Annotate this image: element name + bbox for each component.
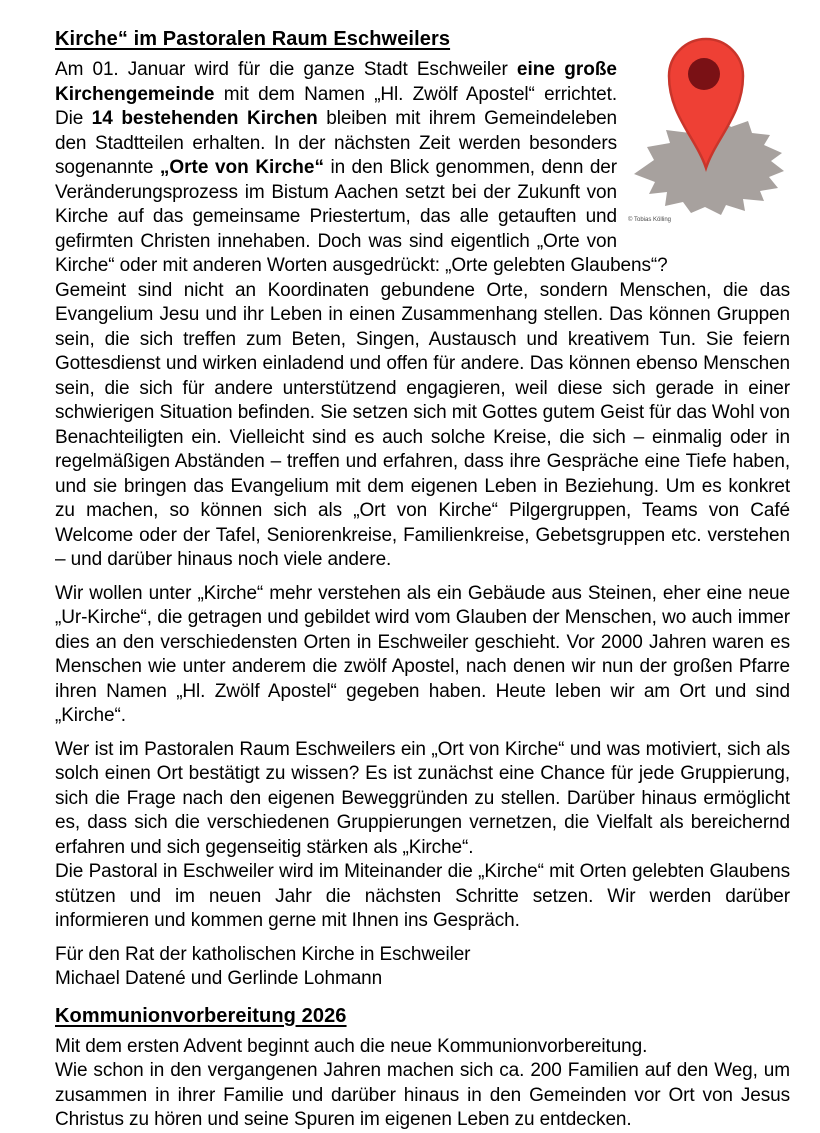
text-run: in den Blick genommen, denn der Veränderungsprozess im Bistum Aachen setzt bei der Zukunft von Kirche auf das gemeinsame Priestertum, das alle getauften und gefirmten Christen innehaben. Doch was sind eigentlich „Orte von Kirche“ oder mit anderen Worten ausgedrückt: „Orte gelebten Glaubens“? — [55, 157, 668, 276]
paragraph-familien: Wie schon in den vergangenen Jahren machen sich ca. 200 Familien auf den Weg, um zusammen in ihrer Familie und darüber hinaus in den Gemeinden vor Ort von Jesus Christus zu hören und seine Spuren im eigenen Leben zu entdecken. — [55, 1060, 790, 1130]
paragraph-wir-wollen: Wir wollen unter „Kirche“ mehr verstehen als ein Gebäude aus Steinen, eher eine neue „Ur-Kirche“, die getragen und gebildet wird vom Glauben der Menschen, wo auch immer dies an den verschiedensten Orten in Eschweiler geschieht. Vor 2000 Jahren waren es Menschen wie unter anderem die zwölf Apostel, nach denen wir nun der großen Pfarre ihren Namen „Hl. Zwölf Apostel“ gegeben haben. Heute leben wir am Ort und sind „Kirche“. — [55, 582, 790, 726]
pin-hole — [688, 58, 720, 90]
paragraph-advent: Mit dem ersten Advent beginnt auch die neue Kommunionvorbereitung. — [55, 1035, 648, 1057]
text-run-bold: 14 bestehenden Kirchen — [91, 108, 318, 129]
paragraph-wer-ist: Wer ist im Pastoralen Raum Eschweilers ein „Ort von Kirche“ und was motiviert, sich als solch einen Ort bestätigt zu wissen? Es ist zunächst eine Chance für jede Gruppierung, sich die Frage nach den eigenen Beweggründen zu stellen. Darüber hinaus ermöglicht es, dass sich die verschiedenen Gruppierungen vernetzen, die Vielfalt als bereichernd erfahren und sich gegenseitig stärken als „Kirche“. — [55, 738, 790, 858]
text-run: Am 01. Januar wird für die ganze Stadt Eschweiler — [55, 59, 517, 80]
map-pin-figure — [628, 26, 790, 224]
text-run-bold: „Orte von Kirche“ — [159, 157, 324, 178]
map-pin-illustration — [628, 26, 790, 216]
text-run: bleiben mit ihrem Gemeindeleben den Stadtteilen erhalten. In der nächsten Zeit werden besonders sogenannte — [55, 108, 618, 178]
image-credit: © Tobias Kölling — [628, 217, 672, 223]
text-run: mit dem Namen „Hl. Zwölf Apostel“ errichtet. Die — [55, 83, 617, 129]
signature-line-2: Michael Datené und Gerlinde Lohmann — [55, 968, 383, 989]
text-run-bold: eine große Kirchengemeinde — [55, 59, 617, 105]
paragraph-pastoral: Die Pastoral in Eschweiler wird im Miteinander die „Kirche“ mit Orten gelebten Glaubens stützen und im neuen Jahr die nächsten Schritte setzen. Wir werden darüber informieren und kommen gerne mit Ihnen ins Gespräch. — [55, 861, 790, 931]
section2-title: Kommunionvorbereitung 2026 — [55, 1004, 347, 1027]
article-title: Kirche“ im Pastoralen Raum Eschweilers — [55, 28, 451, 50]
signature-line-1: Für den Rat der katholischen Kirche in Eschweiler — [55, 943, 471, 965]
paragraph-gemeint: Gemeint sind nicht an Koordinaten gebundene Orte, sondern Menschen, die das Evangelium Jesu und ihr Leben in einen Zusammenhang stellen. Das können Gruppen sein, die sich treffen zum Beten, Singen, Austausch und kreativem Tun. Sie feiern Gottesdienst und wirken einladend und offen für andere. Das können ebenso Menschen sein, die sich für andere unterstützend engagieren, weil diese sich gerade in einer schwierigen Situation befinden. Sie setzen sich mit Gottes gutem Geist für das Wohl von Benachteiligten ein. Vielleicht sind es auch solche Kreise, die sich – einmalig oder in regelmäßigen Abständen – treffen und erfahren, dass ihre Gespräche eine Tiefe haben, und sie bringen das Evangelium mit dem eigenen Leben in Beziehung. Um es konkret zu machen, so können sich als „Ort von Kirche“ Pilgergruppen, Teams von Café Welcome oder der Tafel, Seniorenkreise, Familienkreise, Gebetsgruppen etc. verstehen – und darüber hinaus noch viele andere. — [55, 279, 790, 570]
